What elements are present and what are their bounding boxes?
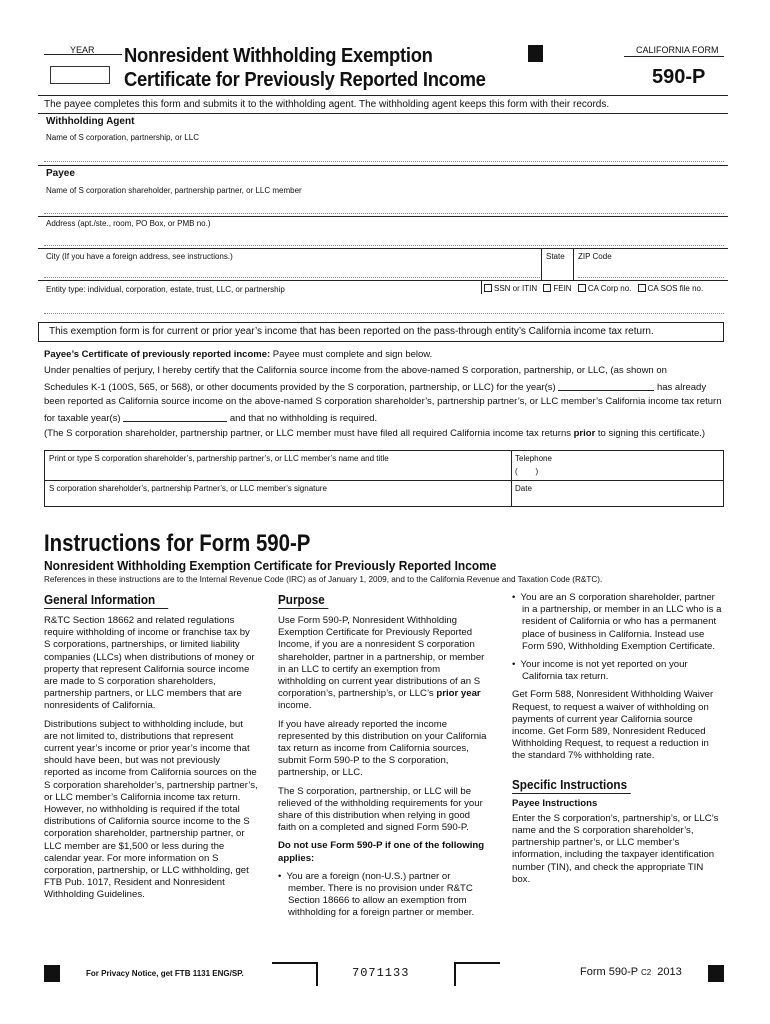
print-name-field[interactable] — [49, 465, 507, 479]
right-bullet-1-text: You are an S corporation shareholder, partner in a partnership, or member in an LLC who is a resident of California or who has a permanent place of business in California. Instead use Form 590, Withholding Exemption Certificate. — [520, 592, 722, 652]
ca-corp-checkbox[interactable] — [578, 284, 632, 293]
certificate-line5 — [44, 428, 705, 439]
payee-address-label: Address (apt./ste., room, PO Box, or PMB no.) — [46, 219, 211, 228]
divider — [541, 248, 542, 280]
intro-text: The payee completes this form and submits it to the withholding agent. The withholding agent keeps this form with their records. — [44, 99, 610, 110]
year-divider — [44, 54, 122, 55]
footer-registration-mark — [708, 965, 724, 982]
ca-sos-label: CA SOS file no. — [647, 284, 704, 293]
corner-mark — [454, 962, 500, 986]
divider — [573, 248, 574, 280]
purpose-bullet-1-text: You are a foreign (non-U.S.) partner or member. There is no provision under R&TC Section 18666 to allow an exemption from withholding for a foreign partner or member. — [286, 870, 475, 919]
print-name-label: Print or type S corporation shareholder’s, partnership partner’s, or LLC member’s name and title — [49, 454, 389, 463]
ssn-label: SSN or ITIN — [494, 284, 538, 293]
right-p1: Get Form 588, Nonresident Withholding Waiver Request, to request a waiver of withholding on payments of current year California source income. Get Form 589, Nonresident Reduced Withholding Request, to request a reduction in the standard 7% withholding rate. — [512, 689, 714, 762]
year-input[interactable] — [50, 66, 110, 84]
checkbox-icon[interactable] — [578, 284, 586, 292]
payee-name-label: Name of S corporation shareholder, partnership partner, or LLC member — [46, 186, 302, 195]
ca-corp-label: CA Corp no. — [587, 284, 632, 293]
right-bullet-1: • You are an S corporation shareholder, partner in a partnership, or member in an LLC who is a resident of California or who has a permanent place of business in California. Instead use Form 590, Withholding Exemption Certificate. — [512, 592, 722, 652]
purpose-p1-end: income. — [278, 700, 312, 712]
certificate-line5-text: (The S corporation shareholder, partnership partner, or LLC member must have filed all required California income tax returns — [44, 428, 574, 439]
signature-label: S corporation shareholder’s, partnership Partner’s, or LLC member’s signature — [49, 484, 327, 493]
entity-type-label: Entity type: individual, corporation, estate, trust, LLC, or partnership — [46, 285, 285, 294]
certificate-line3: been reported as California source income on the above-named S corporation shareholder’s, partnership partner’s, or LLC member’s California income tax return — [44, 396, 722, 407]
divider — [511, 451, 512, 506]
payee-instructions-text: Enter the S corporation’s, partnership’s, or LLC’s name and the S corporation shareholder’s, partnership partner’s, or LLC member’s information, including the taxpayer identification number (TIN), and check the appropriate TIN box. — [512, 812, 719, 885]
rule — [38, 216, 728, 217]
footer-c2: C2 — [640, 968, 652, 977]
signature-box — [44, 450, 724, 507]
signature-field[interactable] — [49, 493, 507, 505]
header-rule — [38, 95, 728, 96]
form-title-line1: Nonresident Withholding Exemption — [124, 45, 433, 67]
payee-instructions-heading: Payee Instructions — [512, 797, 598, 809]
purpose-p1 — [278, 615, 490, 713]
certificate-line4 — [44, 412, 377, 424]
rule — [38, 165, 728, 166]
instructions-subtitle: Nonresident Withholding Exemption Certificate for Previously Reported Income — [44, 558, 497, 573]
form-title-line2: Certificate for Previously Reported Income — [124, 69, 486, 91]
purpose-p1-text: Use Form 590-P, Nonresident Withholding Exemption Certificate for Previously Reported Income, if you are a nonresident S corporation shareholder, partner in a partnership, or member in an LLC to certify an exemption from withholding on current year distributions of an S corporation’s, partnership’s, or LLC’s — [278, 615, 485, 700]
fein-checkbox[interactable] — [543, 284, 571, 293]
rule — [38, 248, 728, 249]
certificate-line4-text: for taxable year(s) — [44, 413, 121, 424]
certificate-line1: Under penalties of perjury, I hereby certify that the California source income from the above-named S corporation, partnership, or LLC, (as shown on — [44, 365, 667, 376]
footer-form-id — [580, 966, 682, 978]
telephone-field[interactable]: ( ) — [515, 467, 539, 476]
purpose-p3: The S corporation, partnership, or LLC will be relieved of the withholding requirements for your share of this distribution when relying in good faith on a completed and signed Form 590-P. — [278, 785, 483, 834]
rule — [38, 113, 728, 114]
california-form-label: CALIFORNIA FORM — [636, 45, 719, 55]
general-info-heading: General Information — [44, 592, 168, 609]
exemption-notice: This exemption form is for current or prior year’s income that has been reported on the pass-through entity’s California income tax return. — [38, 322, 724, 342]
form-title — [124, 44, 486, 92]
certificate-line4-end: and that no withholding is required. — [229, 413, 378, 424]
purpose-heading: Purpose — [278, 592, 328, 609]
general-info-p1: R&TC Section 18662 and related regulations require withholding of income or franchise tax by S corporations, partnerships, or limited liability companies (LLCs) when distributions of money or property that represent California source income are made to S corporation shareholders, partnership partners, or LLC members that are nonresidents of California. — [44, 615, 255, 712]
certificate-heading-line — [44, 349, 432, 360]
certificate-line2-end: has already — [656, 382, 707, 393]
date-label: Date — [515, 484, 532, 493]
specific-instructions-heading: Specific Instructions — [512, 777, 631, 794]
years-field[interactable] — [558, 381, 654, 391]
general-info-column — [44, 592, 269, 908]
fein-label: FEIN — [553, 284, 572, 293]
footer-form-label: Form 590-P — [580, 966, 638, 978]
agent-name-field[interactable] — [44, 148, 724, 162]
form-number: 590-P — [652, 66, 706, 88]
certificate-line2 — [44, 381, 706, 393]
taxable-years-field[interactable] — [123, 412, 227, 422]
payee-state-label: State — [546, 252, 565, 261]
registration-mark — [528, 45, 543, 62]
instructions-references: References in these instructions are to the Internal Revenue Code (IRC) as of January 1, 2009, and to the California Revenue and Taxation Code (R&TC). — [44, 575, 603, 584]
payee-entity-field[interactable] — [44, 300, 724, 314]
ca-sos-checkbox[interactable] — [638, 284, 704, 293]
rule — [38, 280, 728, 281]
right-bullet-2: • Your income is not yet reported on your California tax return. — [512, 659, 688, 683]
certificate-heading-rest: Payee must complete and sign below. — [270, 349, 433, 360]
payee-heading: Payee — [46, 168, 75, 179]
purpose-bullet-1: • You are a foreign (non-U.S.) partner or member. There is no provision under R&TC Section 18666 to allow an exemption from withholding for a foreign partner or member. — [278, 870, 475, 919]
tin-type-options — [484, 284, 703, 293]
year-label: YEAR — [70, 45, 95, 55]
payee-zip-label: ZIP Code — [578, 252, 612, 261]
purpose-p2: If you have already reported the income represented by this distribution on your California tax return as income from California sources, submit Form 590-P to the S corporation, partnership, or LLC. — [278, 718, 487, 779]
withholding-agent-heading: Withholding Agent — [46, 116, 135, 127]
checkbox-icon[interactable] — [543, 284, 551, 292]
checkbox-icon[interactable] — [484, 284, 492, 292]
payee-name-field[interactable] — [44, 200, 724, 214]
certificate-line5-end: to signing this certificate.) — [595, 428, 706, 439]
certificate-line5-prior: prior — [573, 428, 596, 439]
barcode-number: 7071133 — [352, 966, 410, 980]
footer-year: 2013 — [657, 966, 682, 978]
purpose-p1-bold: prior year — [436, 688, 481, 700]
payee-city-label: City (If you have a foreign address, see instructions.) — [46, 252, 233, 261]
rule — [45, 480, 723, 481]
certificate-heading: Payee’s Certificate of previously reported income: — [44, 349, 271, 360]
footer-registration-mark — [44, 965, 60, 982]
right-column — [512, 592, 724, 892]
divider — [481, 280, 482, 294]
payee-address-field[interactable] — [44, 232, 724, 246]
checkbox-icon[interactable] — [638, 284, 646, 292]
right-bullet-2-text: Your income is not yet reported on your California tax return. — [520, 659, 688, 683]
purpose-column — [278, 592, 498, 926]
corner-mark — [272, 962, 318, 986]
payee-zip-field[interactable] — [578, 264, 724, 278]
purpose-p4: Do not use Form 590-P if one of the following applies: — [278, 840, 485, 864]
general-info-p2: Distributions subject to withholding include, but are not limited to, distributions that represent current year’s income or prior year’s income that should have been, but was not previously reported as income from California sources on the S corporation shareholder’s, partnership partner’s, or LLC member’s California income tax return. However, no withholding is required if the total distributions of California source income to the S corporation shareholder, partnership partner, or LLC member are $1,500 or less during the calendar year. For more information on S corporation, partnership, or LLC withholding, get FTB Pub. 1017, Resident and Nonresident Withholding Guidelines. — [44, 718, 258, 901]
date-field[interactable] — [515, 493, 715, 505]
ssn-checkbox[interactable] — [484, 284, 537, 293]
privacy-notice: For Privacy Notice, get FTB 1131 ENG/SP. — [86, 969, 244, 978]
telephone-label: Telephone — [515, 454, 552, 463]
certificate-line2-text: Schedules K-1 (100S, 565, or 568), or other documents provided by the S corporation, partnership, or LLC) for the year(s) — [44, 382, 556, 393]
payee-city-field[interactable] — [44, 264, 540, 278]
instructions-title: Instructions for Form 590-P — [44, 530, 311, 557]
agent-name-label: Name of S corporation, partnership, or LLC — [46, 133, 199, 142]
ca-divider — [624, 56, 724, 57]
